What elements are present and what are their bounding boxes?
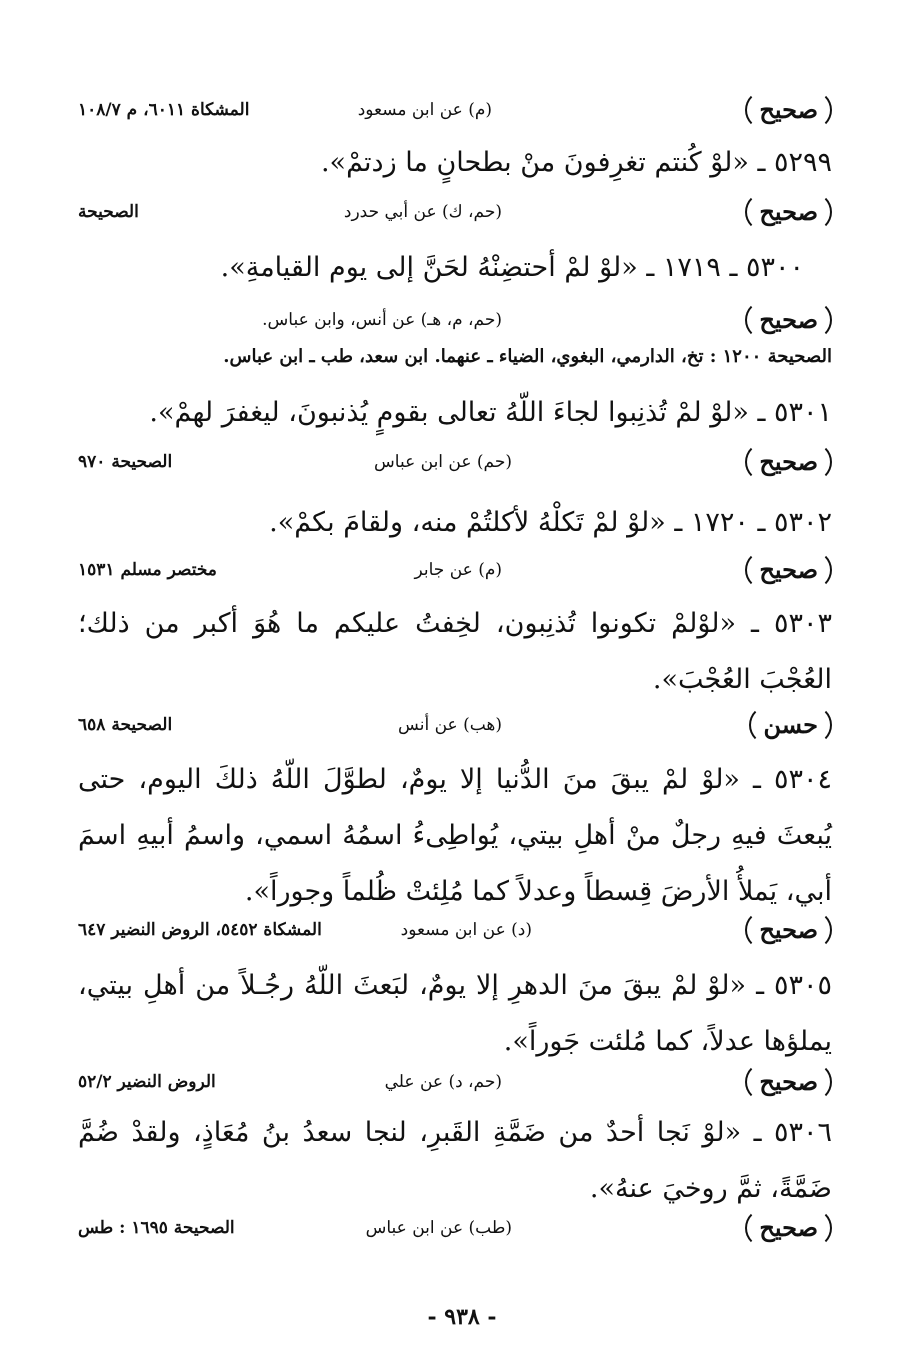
source-attribution: (د) عن ابن مسعود [400,920,532,940]
source-attribution: (م) عن ابن مسعود [357,100,492,120]
grade-line [78,300,832,340]
hadith-text: ٥٣٠٥ ـ «لوْ لمْ يبقَ منَ الدهرِ إلا يومٌ، لبَعثَ اللّهُ رجُـلاً من أهلِ بيتي، يملؤها عدلاً، كما مُلئت جَوراً». [78,970,832,1057]
grade-line [78,1208,832,1248]
source-attribution: (هب) عن أنس [398,715,502,735]
grade-badge: صحيح [745,550,832,590]
grade-badge: صحيح [745,192,832,232]
grade-badge: صحيح [745,300,832,340]
source-attribution: (طب) عن ابن عباس [365,1218,512,1238]
source-attribution: (حم، ك) عن أبي حدرد [343,202,502,222]
hadith-text: ٥٢٩٩ ـ «لوْ كُنتم تغرِفونَ منْ بطحانٍ ما زدتمْ». [320,147,832,178]
grade-line [78,442,832,482]
reference: الصحيحة ٦٥٨ [78,715,173,735]
reference: الصحيحة ١٦٩٥ : طس [78,1218,235,1238]
grade-line [78,705,832,745]
hadith-text: ٥٣٠٢ ـ ١٧٢٠ ـ «لوْ لمْ تَكلْهُ لأكلتُمْ منه، ولقامَ بكمْ». [269,507,832,538]
reference: المشكاة ٦٠١١، م ١٠٨/٧ [78,100,250,120]
extra-references: الصحيحة ١٢٠٠ : تخ، الدارمي، البغوي، الضياء ـ عنهما. ابن سعد، طب ـ ابن عباس. [223,346,832,367]
grade-line [78,550,832,590]
reference: الصحيحة ٩٧٠ [78,452,173,472]
source-attribution: (حم) عن ابن عباس [374,452,512,472]
source-attribution: (حم، د) عن علي [384,1072,502,1092]
grade-badge: صحيح [745,1208,832,1248]
source-attribution: (م) عن جابر [414,560,502,580]
hadith-text: ٥٣٠٤ ـ «لوْ لمْ يبقَ منَ الدُّنيا إلا يومٌ، لطوَّلَ اللّهُ ذلكَ اليوم، حتى يُبعثَ فيهِ رجلٌ منْ أهلِ بيتي، يُواطِىءُ اسمُهُ اسمي، واسمُ أبيهِ اسمَ أبي، يَملأُ الأرضَ قِسطاً وعدلاً كما مُلِئتْ ظُلماً وجوراً». [78,764,832,907]
hadith-text: ٥٣٠١ ـ «لوْ لمْ تُذنِبوا لجاءَ اللّهُ تعالى بقومٍ يُذنبونَ، ليغفرَ لهمْ». [149,397,832,428]
hadith-text: ٥٣٠٦ ـ «لوْ نَجا أحدٌ من ضَمَّةِ القَبرِ، لنجا سعدُ بنُ مُعَاذٍ، ولقدْ ضُمَّ ضَمَّةً، ثمَّ روخيَ عنهُ». [78,1117,832,1204]
grade-line [78,90,832,130]
reference: مختصر مسلم ١٥٣١ [78,560,217,580]
grade-line [78,910,832,950]
source-attribution: (حم، م، هـ) عن أنس، وابن عباس. [262,310,502,330]
grade-badge: صحيح [745,910,832,950]
reference: المشكاة ٥٤٥٢، الروض النضير ٦٤٧ [78,920,322,940]
grade-line [78,1062,832,1102]
page-number: - ٩٣٨ - [427,1304,497,1330]
grade-badge: صحيح [745,90,832,130]
reference: الصحيحة [78,202,139,222]
grade-line [78,192,832,232]
grade-badge: حسن [749,705,832,745]
grade-badge: صحيح [745,442,832,482]
grade-badge: صحيح [745,1062,832,1102]
hadith-text: ٥٣٠٠ ـ ١٧١٩ ـ «لوْ لمْ أحتضِنْهُ لحَنَّ إلى يوم القيامةِ». [220,252,804,283]
hadith-text: ٥٣٠٣ ـ «لوْلمْ تكونوا تُذنِبون، لخِفتُ عليكم ما هُوَ أكبر من ذلك؛ العُجْبَ العُجْبَ». [78,608,832,695]
reference: الروض النضير ٥٢/٢ [78,1072,216,1092]
